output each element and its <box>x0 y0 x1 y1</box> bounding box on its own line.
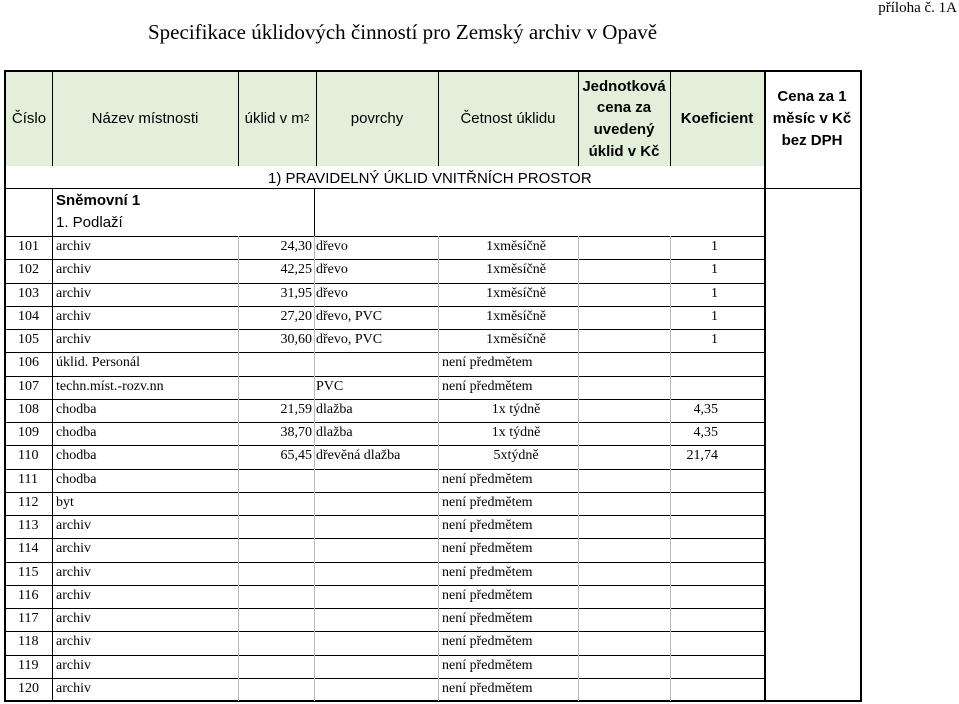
column-divider <box>52 306 53 329</box>
column-divider <box>670 329 671 352</box>
column-divider <box>238 329 239 352</box>
column-divider <box>578 469 579 492</box>
table-row <box>6 399 860 422</box>
cell-frequency: 1xměsíčně <box>486 332 546 347</box>
column-divider <box>438 608 439 631</box>
column-divider <box>438 329 439 352</box>
cell-room-name: archiv <box>56 657 91 673</box>
column-divider <box>314 445 315 468</box>
column-divider <box>52 259 53 282</box>
header-cislo: Číslo <box>11 110 47 128</box>
column-divider <box>438 655 439 678</box>
column-divider <box>314 585 315 608</box>
cell-surface: dřevo <box>316 285 348 301</box>
column-divider <box>314 492 315 515</box>
cell-note: není předmětem <box>442 680 533 696</box>
column-divider <box>438 236 439 259</box>
column-divider <box>314 283 315 306</box>
cell-area: 27,20 <box>280 308 312 324</box>
column-divider <box>670 283 671 306</box>
column-divider <box>52 376 53 399</box>
column-divider <box>578 492 579 515</box>
column-divider <box>238 655 239 678</box>
cell-note: není předmětem <box>442 471 533 487</box>
cell-room-name: úklid. Personál <box>56 355 140 371</box>
cell-coefficient: 21,74 <box>686 448 718 464</box>
column-divider <box>670 306 671 329</box>
column-divider <box>314 562 315 585</box>
header-cena: Cena za 1 měsíc v Kč bez DPH <box>772 88 852 149</box>
header-divider <box>670 72 671 166</box>
column-divider <box>670 492 671 515</box>
column-divider <box>578 631 579 654</box>
cell-frequency: 5xtýdně <box>493 448 539 464</box>
cell-frequency: 1xměsíčně <box>486 285 546 301</box>
column-divider <box>238 492 239 515</box>
cell-number: 113 <box>18 518 39 533</box>
cell-room-name: chodba <box>56 471 97 487</box>
header-jednotkova: Jednotková cena za uvedený úklid v Kč <box>582 77 666 160</box>
cell-number: 101 <box>18 239 39 254</box>
column-divider <box>314 422 315 445</box>
cell-number: 106 <box>18 355 39 371</box>
column-divider <box>670 259 671 282</box>
cell-number: 116 <box>18 587 39 603</box>
cell-coefficient: 1 <box>711 285 718 301</box>
cell-number: 110 <box>18 448 39 464</box>
table-row <box>6 306 860 329</box>
cell-room-name: archiv <box>56 541 91 557</box>
table-row <box>6 631 860 654</box>
column-divider <box>238 538 239 561</box>
table-row <box>6 236 860 259</box>
cell-number: 115 <box>18 564 39 580</box>
column-divider <box>578 678 579 701</box>
column-divider <box>438 352 439 375</box>
column-divider <box>438 376 439 399</box>
cell-room-name: archiv <box>56 308 91 324</box>
column-divider <box>238 515 239 538</box>
cell-surface: dřevěná dlažba <box>316 448 401 464</box>
cell-coefficient: 4,35 <box>693 401 718 417</box>
table-row <box>6 585 860 608</box>
column-divider <box>438 585 439 608</box>
cell-room-name: archiv <box>56 239 91 254</box>
table-row <box>6 329 860 352</box>
cell-room-name: chodba <box>56 448 97 464</box>
cell-room-name: archiv <box>56 564 91 580</box>
column-divider <box>578 376 579 399</box>
row-divider <box>6 306 764 307</box>
cell-note: není předmětem <box>442 611 533 626</box>
cell-room-name: archiv <box>56 262 91 278</box>
header-uklid <box>238 72 316 166</box>
header-divider <box>52 72 53 166</box>
column-divider <box>578 515 579 538</box>
column-divider <box>578 655 579 678</box>
row-divider <box>6 585 764 586</box>
row-divider <box>6 492 764 493</box>
header-divider <box>764 72 766 166</box>
column-divider <box>670 631 671 654</box>
table-row <box>6 376 860 399</box>
column-divider <box>578 329 579 352</box>
column-divider <box>578 259 579 282</box>
row-divider <box>6 236 764 237</box>
column-divider <box>438 259 439 282</box>
section-divider <box>6 188 860 189</box>
table-row <box>6 515 860 538</box>
column-divider <box>314 678 315 701</box>
table-row <box>6 469 860 492</box>
cell-area: 38,70 <box>280 425 312 440</box>
cell-room-name: chodba <box>56 401 97 417</box>
column-divider <box>314 608 315 631</box>
cell-room-name: techn.míst.-rozv.nn <box>56 378 164 394</box>
column-divider <box>438 678 439 701</box>
column-divider <box>314 236 315 259</box>
table-row <box>6 492 860 515</box>
cell-frequency: 1xměsíčně <box>486 239 546 254</box>
cell-number: 114 <box>18 541 39 557</box>
cell-number: 120 <box>18 680 39 696</box>
column-divider <box>52 329 53 352</box>
cell-coefficient: 1 <box>711 262 718 278</box>
row-divider <box>6 376 764 377</box>
cell-number: 112 <box>18 494 39 510</box>
cell-room-name: archiv <box>56 680 91 696</box>
building-label: Sněmovní 1 <box>56 192 141 209</box>
floor-label: 1. Podlaží <box>56 214 123 231</box>
cell-area: 31,95 <box>280 285 312 301</box>
cell-number: 104 <box>18 308 39 324</box>
column-divider <box>238 678 239 701</box>
column-divider <box>438 306 439 329</box>
column-divider <box>438 562 439 585</box>
cell-surface: dřevo, PVC <box>316 332 383 347</box>
section-divider <box>52 188 53 236</box>
cell-area: 30,60 <box>280 332 312 347</box>
section-title: 1) PRAVIDELNÝ ÚKLID VNITŘNÍCH PROSTOR <box>268 170 592 187</box>
column-divider <box>670 678 671 701</box>
annex-label: příloha č. 1A <box>878 0 957 16</box>
column-divider <box>238 376 239 399</box>
cell-surface: dřevo, PVC <box>316 308 383 324</box>
cell-frequency: 1x týdně <box>491 425 541 440</box>
table-row <box>6 352 860 375</box>
column-divider <box>438 422 439 445</box>
row-divider <box>6 259 764 260</box>
cell-coefficient: 1 <box>711 239 718 254</box>
column-divider <box>238 445 239 468</box>
column-divider <box>52 538 53 561</box>
cell-surface: dřevo <box>316 239 348 254</box>
cleaning-spec-table <box>4 70 862 702</box>
cell-room-name: archiv <box>56 285 91 301</box>
column-divider <box>670 608 671 631</box>
cell-note: není předmětem <box>442 657 533 673</box>
column-divider <box>670 352 671 375</box>
cell-note: není předmětem <box>442 564 533 580</box>
cell-frequency: 1xměsíčně <box>486 308 546 324</box>
cell-note: není předmětem <box>442 541 533 557</box>
cell-frequency: 1xměsíčně <box>486 262 546 278</box>
column-divider <box>238 608 239 631</box>
column-divider <box>578 399 579 422</box>
table-row <box>6 655 860 678</box>
column-divider <box>578 236 579 259</box>
header-nazev: Název místnosti <box>91 110 199 128</box>
cell-coefficient: 1 <box>711 308 718 324</box>
column-divider <box>438 538 439 561</box>
column-divider <box>52 469 53 492</box>
row-divider <box>6 329 764 330</box>
column-divider <box>670 515 671 538</box>
column-divider <box>52 445 53 468</box>
cell-area: 65,45 <box>280 448 312 464</box>
column-divider <box>314 631 315 654</box>
column-divider <box>52 399 53 422</box>
column-divider <box>52 678 53 701</box>
cell-coefficient: 1 <box>711 332 718 347</box>
row-divider <box>6 538 764 539</box>
column-divider <box>578 352 579 375</box>
cell-room-name: byt <box>56 494 74 510</box>
column-divider <box>52 352 53 375</box>
cell-note: není předmětem <box>442 355 533 371</box>
column-divider <box>52 655 53 678</box>
column-divider <box>52 585 53 608</box>
header-divider <box>438 72 439 166</box>
column-divider <box>578 422 579 445</box>
column-divider <box>238 562 239 585</box>
table-row <box>6 678 860 701</box>
row-divider <box>6 469 764 470</box>
row-divider <box>6 515 764 516</box>
cell-surface: PVC <box>316 378 344 394</box>
header-cetnost: Četnost úklidu <box>460 110 556 128</box>
column-divider <box>670 469 671 492</box>
column-divider <box>438 515 439 538</box>
table-row <box>6 422 860 445</box>
column-divider <box>52 608 53 631</box>
row-divider <box>6 678 764 679</box>
column-divider <box>238 306 239 329</box>
table-row <box>6 562 860 585</box>
column-divider <box>238 399 239 422</box>
column-divider <box>314 306 315 329</box>
column-divider <box>52 283 53 306</box>
cell-room-name: archiv <box>56 611 91 626</box>
column-divider <box>314 515 315 538</box>
cell-area: 42,25 <box>280 262 312 278</box>
column-divider <box>314 469 315 492</box>
cell-room-name: archiv <box>56 634 91 650</box>
cell-number: 118 <box>18 634 39 650</box>
cell-note: není předmětem <box>442 634 533 650</box>
column-divider <box>670 562 671 585</box>
cell-number: 108 <box>18 401 39 417</box>
cell-number: 111 <box>18 471 38 487</box>
cell-note: není předmětem <box>442 518 533 533</box>
header-divider <box>316 72 317 166</box>
column-divider <box>314 376 315 399</box>
column-divider <box>578 608 579 631</box>
column-divider <box>670 376 671 399</box>
row-divider <box>6 608 764 609</box>
column-divider <box>578 283 579 306</box>
cell-room-name: archiv <box>56 587 91 603</box>
column-divider <box>238 259 239 282</box>
column-divider <box>578 562 579 585</box>
cell-note: není předmětem <box>442 378 533 394</box>
cell-note: není předmětem <box>442 494 533 510</box>
column-divider <box>438 631 439 654</box>
column-divider <box>670 236 671 259</box>
column-divider <box>438 399 439 422</box>
cell-number: 102 <box>18 262 39 278</box>
column-divider <box>238 283 239 306</box>
column-divider <box>52 562 53 585</box>
column-divider <box>438 283 439 306</box>
row-divider <box>6 445 764 446</box>
row-divider <box>6 562 764 563</box>
header-divider <box>238 72 239 166</box>
header-povrchy: povrchy <box>350 110 404 128</box>
page-title: Specifikace úklidových činností pro Zemský archiv v Opavě <box>148 20 658 44</box>
column-divider <box>314 259 315 282</box>
column-divider <box>52 422 53 445</box>
column-divider <box>52 492 53 515</box>
table-row <box>6 445 860 468</box>
header-uklid-text: úklid v m <box>244 110 304 128</box>
column-divider <box>670 445 671 468</box>
cell-coefficient: 4,35 <box>693 425 718 440</box>
section-divider <box>314 188 315 236</box>
row-divider <box>6 352 764 353</box>
column-divider <box>238 631 239 654</box>
cell-surface: dřevo <box>316 262 348 278</box>
column-divider <box>314 352 315 375</box>
column-divider <box>670 422 671 445</box>
column-divider <box>670 538 671 561</box>
row-divider <box>6 631 764 632</box>
column-divider <box>670 399 671 422</box>
column-divider <box>52 515 53 538</box>
column-divider <box>238 422 239 445</box>
row-divider <box>6 283 764 284</box>
header-uklid-sup: 2 <box>303 112 310 124</box>
row-divider <box>6 655 764 656</box>
column-divider <box>314 399 315 422</box>
column-divider <box>578 585 579 608</box>
column-divider <box>578 445 579 468</box>
column-divider <box>578 538 579 561</box>
column-divider <box>670 585 671 608</box>
cell-number: 103 <box>18 285 39 301</box>
column-divider <box>670 655 671 678</box>
cell-number: 119 <box>18 657 39 673</box>
cell-room-name: archiv <box>56 332 91 347</box>
column-divider <box>578 306 579 329</box>
row-divider <box>6 399 764 400</box>
table-row <box>6 259 860 282</box>
cell-note: není předmětem <box>442 587 533 603</box>
column-divider <box>238 352 239 375</box>
column-divider <box>438 445 439 468</box>
column-divider <box>438 469 439 492</box>
cell-room-name: chodba <box>56 425 97 440</box>
table-header <box>6 72 860 166</box>
table-row <box>6 608 860 631</box>
table-row <box>6 538 860 561</box>
column-divider <box>314 655 315 678</box>
cell-surface: dlažba <box>316 401 353 417</box>
cell-room-name: archiv <box>56 518 91 533</box>
cell-number: 117 <box>18 611 39 626</box>
cell-area: 21,59 <box>280 401 312 417</box>
cell-area: 24,30 <box>280 239 312 254</box>
column-divider <box>52 631 53 654</box>
column-divider <box>314 538 315 561</box>
column-divider <box>314 329 315 352</box>
column-divider <box>238 585 239 608</box>
header-divider <box>578 72 579 166</box>
cell-surface: dlažba <box>316 425 353 440</box>
column-divider <box>238 236 239 259</box>
table-row <box>6 283 860 306</box>
column-divider <box>238 469 239 492</box>
column-divider <box>52 236 53 259</box>
cell-number: 105 <box>18 332 39 347</box>
row-divider <box>6 422 764 423</box>
cell-number: 109 <box>18 425 39 440</box>
header-koeficient: Koeficient <box>680 110 754 128</box>
column-divider <box>438 492 439 515</box>
cell-frequency: 1x týdně <box>491 401 541 417</box>
cell-number: 107 <box>18 378 39 394</box>
